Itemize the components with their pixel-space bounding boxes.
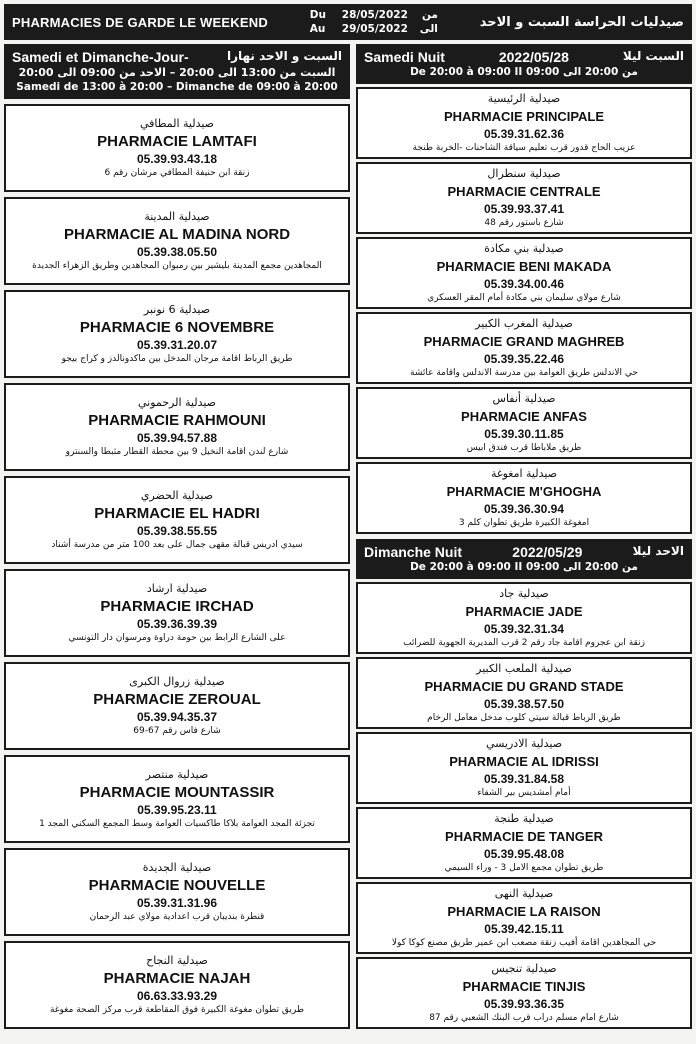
pharmacy-name-fr: PHARMACIE LA RAISON bbox=[447, 904, 601, 919]
pharmacy-name-ar: صيدلية امغوغة bbox=[490, 467, 558, 480]
pharmacy-phone: 05.39.95.23.11 bbox=[137, 803, 217, 817]
du-label: Du bbox=[309, 9, 326, 21]
du-label-ar: من bbox=[421, 9, 438, 21]
sun-date: 2022/05/29 bbox=[512, 544, 583, 560]
header-title-ar: صيدليات الحراسة السبت و الاحد bbox=[479, 14, 684, 30]
pharmacy-name-ar: صيدلية تنجيس bbox=[491, 962, 557, 975]
pharmacy-phone: 05.39.35.22.46 bbox=[483, 352, 565, 366]
pharmacy-name-fr: PHARMACIE CENTRALE bbox=[447, 184, 601, 199]
pharmacy-card bbox=[356, 807, 692, 879]
pharmacy-name-fr: PHARMACIE DE TANGER bbox=[445, 829, 603, 844]
pharmacy-name-fr: PHARMACIE NOUVELLE bbox=[88, 877, 266, 894]
pharmacy-phone: 05.39.32.31.34 bbox=[483, 622, 565, 636]
pharmacy-name-ar: صيدلية الادريسي bbox=[485, 737, 563, 750]
pharmacy-name-ar: صيدلية النهى bbox=[494, 887, 554, 900]
pharmacy-card bbox=[4, 104, 350, 192]
pharmacy-name-ar: صيدلية النجاح bbox=[146, 954, 208, 967]
pharmacy-name-ar: صيدلية أنفاس bbox=[492, 392, 556, 405]
pharmacy-card bbox=[4, 941, 350, 1029]
pharmacy-address: حي المجاهدين اقامة أفيب زنقة مصعب ابن عمير طريق مصنع كوكا كولا bbox=[391, 938, 657, 948]
pharmacy-phone: 05.39.94.35.37 bbox=[136, 710, 218, 724]
saturday-pharmacy-list bbox=[356, 87, 692, 534]
pharmacy-card bbox=[356, 162, 692, 234]
pharmacy-name-fr: PHARMACIE DU GRAND STADE bbox=[424, 679, 624, 694]
pharmacy-name-fr: PHARMACIE BENI MAKADA bbox=[436, 259, 612, 274]
pharmacy-name-ar: صيدلية طنجة bbox=[494, 812, 554, 825]
pharmacy-phone: 05.39.36.30.94 bbox=[483, 502, 565, 516]
sun-title-ar: الاحد ليلا bbox=[632, 544, 684, 558]
pharmacy-address: زنقة ابن عجروم اقامة جاد رقم 2 قرب المديرية الجهوية للضرائب bbox=[403, 638, 645, 648]
day-section bbox=[4, 44, 350, 1029]
pharmacy-card bbox=[4, 755, 350, 843]
pharmacy-name-fr: PHARMACIE EL HADRI bbox=[94, 505, 260, 522]
pharmacy-address: حي الاندلس طريق العوامة بين مدرسة الاندلس واقامة عائشة bbox=[410, 368, 638, 378]
pharmacy-card bbox=[356, 957, 692, 1029]
pharmacy-address: زنقة ابن حنيفة المطافي مرشان رقم 6 bbox=[104, 168, 250, 178]
pharmacy-name-ar: صيدلية الحضري bbox=[140, 489, 214, 502]
pharmacy-name-fr: PHARMACIE ZEROUAL bbox=[93, 691, 261, 708]
pharmacy-name-fr: PHARMACIE GRAND MAGHREB bbox=[423, 334, 625, 349]
pharmacy-name-ar: صيدلية 6 نونبر bbox=[143, 303, 211, 316]
pharmacy-name-fr: PHARMACIE LAMTAFI bbox=[97, 133, 257, 150]
pharmacy-card bbox=[356, 87, 692, 159]
pharmacy-name-ar: صيدلية المطافي bbox=[139, 117, 215, 130]
pharmacy-address: شارع لندن اقامة النخيل 9 بين محطة القطار مثبطا والسنترو bbox=[65, 447, 289, 457]
pharmacy-phone: 05.39.93.37.41 bbox=[483, 202, 565, 216]
du-date: 28/05/2022 bbox=[341, 9, 408, 21]
header-bar bbox=[4, 4, 692, 40]
sun-hours: De 20:00 à 09:00 II من 20:00 الى 09:00 bbox=[410, 561, 638, 573]
pharmacy-phone: 05.39.93.43.18 bbox=[136, 152, 218, 166]
night-column bbox=[356, 44, 692, 1029]
pharmacy-name-ar: صيدلية منتصر bbox=[145, 768, 209, 781]
pharmacy-card bbox=[4, 290, 350, 378]
pharmacy-name-ar: صيدلية المدينة bbox=[144, 210, 210, 223]
pharmacy-card bbox=[4, 383, 350, 471]
pharmacy-card bbox=[4, 197, 350, 285]
pharmacy-name-fr: PHARMACIE RAHMOUNI bbox=[88, 412, 266, 429]
pharmacy-name-fr: PHARMACIE IRCHAD bbox=[100, 598, 254, 615]
pharmacy-phone: 06.63.33.93.29 bbox=[136, 989, 218, 1003]
pharmacy-address: قنطرة بنديبان قرب اعدادية مولاي عبد الرحمان bbox=[89, 912, 265, 922]
pharmacy-phone: 05.39.31.84.58 bbox=[483, 772, 565, 786]
sun-title-fr: Dimanche Nuit bbox=[364, 544, 463, 560]
sunday-night-header bbox=[356, 539, 692, 579]
pharmacy-card bbox=[4, 662, 350, 750]
pharmacy-name-ar: صيدلية ارشاد bbox=[146, 582, 208, 595]
pharmacy-phone: 05.39.38.05.50 bbox=[136, 245, 218, 259]
pharmacy-name-ar: صيدلية المغرب الكبير bbox=[475, 317, 573, 330]
header-title-fr: PHARMACIES DE GARDE LE WEEKEND bbox=[12, 14, 268, 30]
pharmacy-card bbox=[356, 582, 692, 654]
pharmacy-card bbox=[356, 657, 692, 729]
pharmacy-name-fr: PHARMACIE MOUNTASSIR bbox=[79, 784, 275, 801]
pharmacy-card bbox=[356, 462, 692, 534]
pharmacy-card bbox=[356, 237, 692, 309]
pharmacy-phone: 05.39.93.36.35 bbox=[483, 997, 565, 1011]
pharmacy-address: شارع باستور رقم 48 bbox=[484, 218, 564, 228]
pharmacy-address: امغوغة الكبيرة طريق تطوان كلم 3 bbox=[458, 518, 590, 528]
day-title-fr: Samedi et Dimanche-Jour- bbox=[12, 49, 189, 65]
pharmacy-phone: 05.39.34.00.46 bbox=[483, 277, 565, 291]
header-dates bbox=[310, 8, 438, 36]
pharmacy-phone: 05.39.42.15.11 bbox=[484, 922, 564, 936]
pharmacy-address: شارع مولاي سليمان بني مكادة أمام المقر العسكري bbox=[427, 293, 621, 303]
pharmacy-card bbox=[356, 312, 692, 384]
pharmacy-card bbox=[4, 476, 350, 564]
pharmacy-address: على الشارع الرابط بين حومة دراوة ومرسوان دار التونسي bbox=[68, 633, 286, 643]
day-hours-ar: السبت من 13:00 الى 20:00 – الاحد من 09:00 الى 20:00 bbox=[18, 66, 336, 79]
saturday-night-header bbox=[356, 44, 692, 84]
pharmacy-address: شارع امام مسلم دراب قرب البنك الشعبي رقم 87 bbox=[429, 1013, 619, 1023]
pharmacy-phone: 05.39.94.57.88 bbox=[136, 431, 218, 445]
day-hours-fr: Samedi de 13:00 à 20:00 – Dimanche de 09:00 à 20:00 bbox=[16, 81, 338, 93]
pharmacy-name-ar: صيدلية بني مكادة bbox=[484, 242, 564, 255]
pharmacy-address: عزيب الحاج قدور قرب تعليم سياقة الشاحنات -الخربة طنجة bbox=[412, 143, 636, 153]
au-label: Au bbox=[309, 23, 326, 35]
pharmacy-address: طريق الرباط اقامة مرجان المدخل بين ماكدونالدز و كراج بيجو bbox=[61, 354, 293, 364]
sat-hours: De 20:00 à 09:00 II من 20:00 الى 09:00 bbox=[410, 66, 638, 78]
pharmacy-address: طريق الرباط قبالة سيتي كلوب مدخل معامل الرخام bbox=[427, 713, 621, 723]
pharmacy-address: تجزئة المجد العوامة بلاكا طاكسيات العوامة وسط المجمع السكني المجد 1 bbox=[39, 819, 315, 829]
pharmacy-card bbox=[356, 882, 692, 954]
pharmacy-address: طريق تطوان مغوغة الكبيرة فوق المقاطعة قرب مركز الصحة مغوغة bbox=[49, 1005, 304, 1015]
pharmacy-name-ar: صيدلية جاد bbox=[499, 587, 549, 600]
pharmacy-name-fr: PHARMACIE 6 NOVEMBRE bbox=[79, 319, 275, 336]
pharmacy-phone: 05.39.36.39.39 bbox=[136, 617, 218, 631]
au-label-ar: الى bbox=[419, 23, 438, 35]
pharmacy-address: شارع فاس رقم 67-69 bbox=[133, 726, 221, 736]
day-section-header bbox=[4, 44, 350, 99]
day-title-ar: السبت و الاحد نهارا bbox=[226, 49, 342, 63]
pharmacy-card bbox=[356, 732, 692, 804]
pharmacy-name-fr: PHARMACIE M'GHOGHA bbox=[446, 484, 602, 499]
pharmacy-phone: 05.39.38.57.50 bbox=[483, 697, 565, 711]
pharmacy-name-fr: PHARMACIE NAJAH bbox=[103, 970, 251, 987]
pharmacy-phone: 05.39.31.20.07 bbox=[136, 338, 218, 352]
pharmacy-name-ar: صيدلية زروال الكبرى bbox=[129, 675, 225, 688]
pharmacy-address: المجاهدين مجمع المدينة بليشير بين رمبوان المجاهدين وطريق الزهراء الجديدة bbox=[32, 261, 322, 271]
pharmacy-name-fr: PHARMACIE AL MADINA NORD bbox=[63, 226, 291, 243]
pharmacy-phone: 05.39.31.31.96 bbox=[136, 896, 218, 910]
pharmacy-address: طريق ملاباطا قرب فندق ابيس bbox=[466, 443, 582, 453]
pharmacy-card bbox=[4, 848, 350, 936]
pharmacy-address: سيدي ادريس قبالة مقهى جمال على بعد 100 متر من مدرسة أشناد bbox=[51, 540, 303, 550]
pharmacy-name-ar: صيدلية سنطرال bbox=[487, 167, 561, 180]
day-pharmacy-list bbox=[4, 104, 350, 1029]
pharmacy-name-ar: صيدلية الرحموني bbox=[137, 396, 217, 409]
pharmacy-phone: 05.39.30.11.85 bbox=[484, 427, 564, 441]
au-date: 29/05/2022 bbox=[341, 23, 408, 35]
pharmacy-name-fr: PHARMACIE AL IDRISSI bbox=[449, 754, 599, 769]
pharmacy-phone: 05.39.31.62.36 bbox=[483, 127, 565, 141]
sunday-pharmacy-list bbox=[356, 582, 692, 1029]
pharmacy-name-fr: PHARMACIE PRINCIPALE bbox=[443, 109, 605, 124]
pharmacy-name-ar: صيدلية الملعب الكبير bbox=[476, 662, 572, 675]
pharmacy-name-ar: صيدلية الجديدة bbox=[142, 861, 212, 874]
sat-date: 2022/05/28 bbox=[498, 49, 569, 65]
sat-title-fr: Samedi Nuit bbox=[364, 49, 445, 65]
sat-title-ar: السبت ليلا bbox=[622, 49, 684, 63]
pharmacy-address: طريق تطوان مجمع الامل 3 - وراء السيمي bbox=[444, 863, 604, 873]
pharmacy-card bbox=[4, 569, 350, 657]
pharmacy-name-ar: صيدلية الرئيسية bbox=[487, 92, 561, 105]
pharmacy-name-fr: PHARMACIE ANFAS bbox=[461, 409, 587, 424]
pharmacy-card bbox=[356, 387, 692, 459]
pharmacy-phone: 05.39.95.48.08 bbox=[483, 847, 565, 861]
pharmacy-name-fr: PHARMACIE TINJIS bbox=[462, 979, 586, 994]
pharmacy-address: أمام أمشديس بير الشفاء bbox=[477, 788, 571, 798]
pharmacy-phone: 05.39.38.55.55 bbox=[136, 524, 218, 538]
pharmacy-name-fr: PHARMACIE JADE bbox=[465, 604, 583, 619]
